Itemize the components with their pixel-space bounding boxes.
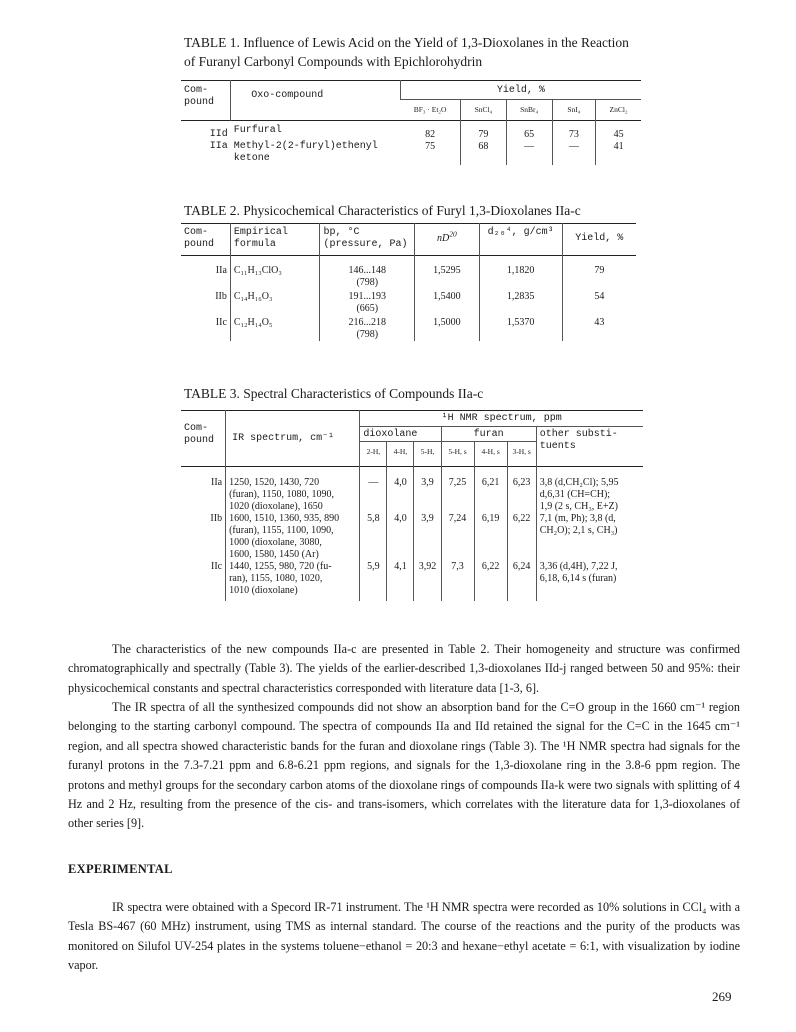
table3-nmr: 5,8 — [360, 513, 387, 561]
table3-nmr: 7,3 — [441, 561, 474, 601]
table2-head-yield: Yield, % — [562, 224, 636, 256]
table2-bp: 191...193 (665) — [320, 289, 415, 315]
table2-head-compound: Com- pound — [184, 227, 215, 250]
table1-yield: 73 — [552, 121, 596, 142]
table1-head-catalyst: ZnCl₂ — [596, 100, 641, 121]
table3-nmr: 6,21 — [474, 467, 507, 514]
table2-density: 1,2835 — [479, 289, 562, 315]
body-paragraph-3: IR spectra were obtained with a Specord IR-71 instrument. The ¹H NMR spectra were recorded as 10% solutions in CCl₄ with a Tesla BS-467 (60 MHz) instrument, using TMS as internal standard. The course of the reactions and the purity of the products was monitored on Silufol UV-254 plates in the systems toluene−ethanol = 20:3 and hexane−ethyl acetate = 6:1, with visualization by iodine vapor. — [68, 900, 740, 973]
table3-head-furan: furan — [441, 427, 536, 442]
table1-yield: 79 — [461, 121, 507, 142]
table2-density: 1,5370 — [479, 315, 562, 341]
table3-compound: IIc — [210, 561, 223, 572]
table-row — [181, 141, 641, 165]
table3-head-nmr: ¹H NMR spectrum, ppm — [360, 411, 643, 427]
table1-head-catalyst: SnCl₄ — [461, 100, 507, 121]
table3-subhead: 5-H, s — [441, 442, 474, 467]
table3 — [181, 410, 643, 601]
table1-yield: 82 — [425, 129, 436, 140]
table-row — [181, 561, 643, 601]
table3-other: 3,8 (d,CH₂Cl); 5,95 d,6,31 (CH=CH); 1,9 (2 s, CH₃, E+Z) — [536, 467, 643, 514]
table2-yield: 43 — [562, 315, 636, 341]
table3-nmr: 3,9 — [414, 467, 441, 514]
table1-yield: — — [552, 141, 596, 165]
page-number: 269 — [712, 989, 732, 1004]
table-row — [181, 513, 643, 561]
table-row — [181, 256, 636, 290]
table3-subhead: 5-H, — [414, 442, 441, 467]
table3-nmr: 6,22 — [474, 561, 507, 601]
table3-compound: IIa — [210, 477, 223, 488]
table1-yield: 68 — [461, 141, 507, 165]
table-row — [181, 315, 636, 341]
table2-nd: 1,5400 — [415, 289, 479, 315]
table3-nmr: 3,9 — [414, 513, 441, 561]
table2-bp: 216...218 (798) — [320, 315, 415, 341]
table3-ir: 1600, 1510, 1360, 935, 890 (furan), 1155, 1100, 1090, 1000 (dioxolane, 3080, 1600, 1580, 1450 (Ar) — [226, 513, 360, 561]
table3-caption: TABLE 3. Spectral Characteristics of Compounds IIa-c — [184, 386, 484, 401]
experimental-heading: EXPERIMENTAL — [68, 862, 173, 876]
table1-yield: 45 — [596, 121, 641, 142]
table1-yield: 41 — [596, 141, 641, 165]
table1 — [181, 80, 641, 165]
table1-head-compound: Com- pound — [184, 85, 215, 108]
table3-subhead: 4-H, — [387, 442, 414, 467]
table3-nmr: 6,24 — [507, 561, 536, 601]
table1-head-yield: Yield, % — [400, 81, 641, 100]
table1-head-catalyst: BF₃ · Et₂O — [400, 100, 460, 121]
body-paragraph-1: The characteristics of the new compounds IIa-c are presented in Table 2. Their homogeneity and structure was confirmed chromatographically and spectrally (Table 3). The yields of the earlier-described 1,3-dioxolanes IId-j ranged between 50 and 95%: their physicochemical constants and spectral characteristics corresponded with literature data [1-3, 6]. — [68, 642, 740, 695]
table2-formula: C₁₁H₁₃ClO₃ — [230, 256, 320, 290]
table3-other: 3,36 (d,4H), 7,22 J, 6,18, 6,14 s (furan) — [536, 561, 643, 601]
table2-formula: C₁₄H₁₆O₃ — [230, 289, 320, 315]
table2-head-density: d₂₀⁴, g/cm³ — [479, 224, 562, 256]
table2-compound: IIa — [215, 265, 227, 276]
table3-nmr: 6,19 — [474, 513, 507, 561]
table3-head-ir: IR spectrum, cm⁻¹ — [226, 411, 360, 467]
table1-head-catalyst: SnI₄ — [552, 100, 596, 121]
table3-nmr: 7,24 — [441, 513, 474, 561]
table2-compound: IIc — [215, 317, 227, 328]
table3-head-compound: Com- pound — [184, 423, 215, 446]
table1-compound: IIa — [209, 141, 228, 152]
table3-nmr: 4,0 — [387, 513, 414, 561]
table1-compound: IId — [209, 129, 228, 140]
table1-oxo-name: Methyl-2(2-furyl)ethenyl ketone — [233, 141, 378, 164]
table3-nmr: 3,92 — [414, 561, 441, 601]
table3-head-other: other substi- tuents — [536, 427, 643, 467]
table3-nmr: 7,25 — [441, 467, 474, 514]
table-row — [181, 121, 641, 142]
table3-nmr: 6,23 — [507, 467, 536, 514]
table1-yield: — — [506, 141, 552, 165]
table2-head-bp: bp, °C (pressure, Pa) — [320, 224, 415, 256]
table3-ir: 1440, 1255, 980, 720 (fu- ran), 1155, 1080, 1020, 1010 (dioxolane) — [226, 561, 360, 601]
table2-nd: 1,5295 — [415, 256, 479, 290]
table3-nmr: 6,22 — [507, 513, 536, 561]
table3-nmr: 4,0 — [387, 467, 414, 514]
table1-yield: 65 — [506, 121, 552, 142]
table-row — [181, 289, 636, 315]
table3-subhead: 3-H, s — [507, 442, 536, 467]
table3-other: 7,1 (m, Ph); 3,8 (d, CH₂O); 2,1 s, CH₃) — [536, 513, 643, 561]
table2-bp: 146...148 (798) — [320, 256, 415, 290]
table1-oxo-name: Furfural — [233, 125, 282, 136]
table2-density: 1,1820 — [479, 256, 562, 290]
table1-head-catalyst: SnBr₄ — [506, 100, 552, 121]
table1-caption-line2: of Furanyl Carbonyl Compounds with Epichlorohydrin — [184, 54, 483, 69]
table2-yield: 79 — [562, 256, 636, 290]
table2-compound: IIb — [215, 291, 227, 302]
table3-ir: 1250, 1520, 1430, 720 (furan), 1150, 1080, 1090, 1020 (dioxolane), 1650 — [226, 467, 360, 514]
table3-compound: IIb — [210, 513, 223, 524]
table2-head-formula: Empirical formula — [230, 224, 320, 256]
table3-subhead: 2-H, — [360, 442, 387, 467]
table3-subhead: 4-H, s — [474, 442, 507, 467]
table2-nd: 1,5000 — [415, 315, 479, 341]
table3-nmr: 4,1 — [387, 561, 414, 601]
table1-yield: 75 — [425, 141, 436, 152]
body-paragraph-2: The IR spectra of all the synthesized compounds did not show an absorption band for the C=O group in the 1660 cm⁻¹ region belonging to the starting carbonyl compound. The spectra of compounds IIa and IId retained the signal for the C=C in the 1645 cm⁻¹ region, and all spectra showed characteristic bands for the furan and dioxolane rings (Table 3). The ¹H NMR spectra had signals for the furanyl protons in the 7.3-7.21 ppm and 6.8-6.21 ppm regions, and signals for the 1,3-dioxolane ring in the 3.8-6 ppm region. The protons and methyl groups for the secondary carbon atoms of the dioxolane rings of compounds IIa-k were two signals with splitting of 4 Hz and 2 Hz, resulting from the presence of the cis- and trans-isomers, which correlates with the literature data for 1,3-dioxolanes of other series [9]. — [68, 700, 740, 831]
table-row — [181, 467, 643, 514]
table3-nmr: — — [360, 467, 387, 514]
table2-yield: 54 — [562, 289, 636, 315]
table1-caption-line1: TABLE 1. Influence of Lewis Acid on the Yield of 1,3-Dioxolanes in the Reaction — [184, 35, 629, 50]
table3-head-dioxolane: dioxolane — [360, 427, 441, 442]
table1-caption — [184, 33, 664, 71]
table2-formula: C₁₂H₁₄O₅ — [230, 315, 320, 341]
table2-caption: TABLE 2. Physicochemical Characteristics of Furyl 1,3-Dioxolanes IIa-c — [184, 203, 581, 218]
table1-head-oxo: Oxo-compound — [231, 81, 400, 121]
table2 — [181, 223, 636, 341]
table2-head-nd: $nD^{20}$ — [415, 224, 479, 256]
table3-nmr: 5,9 — [360, 561, 387, 601]
